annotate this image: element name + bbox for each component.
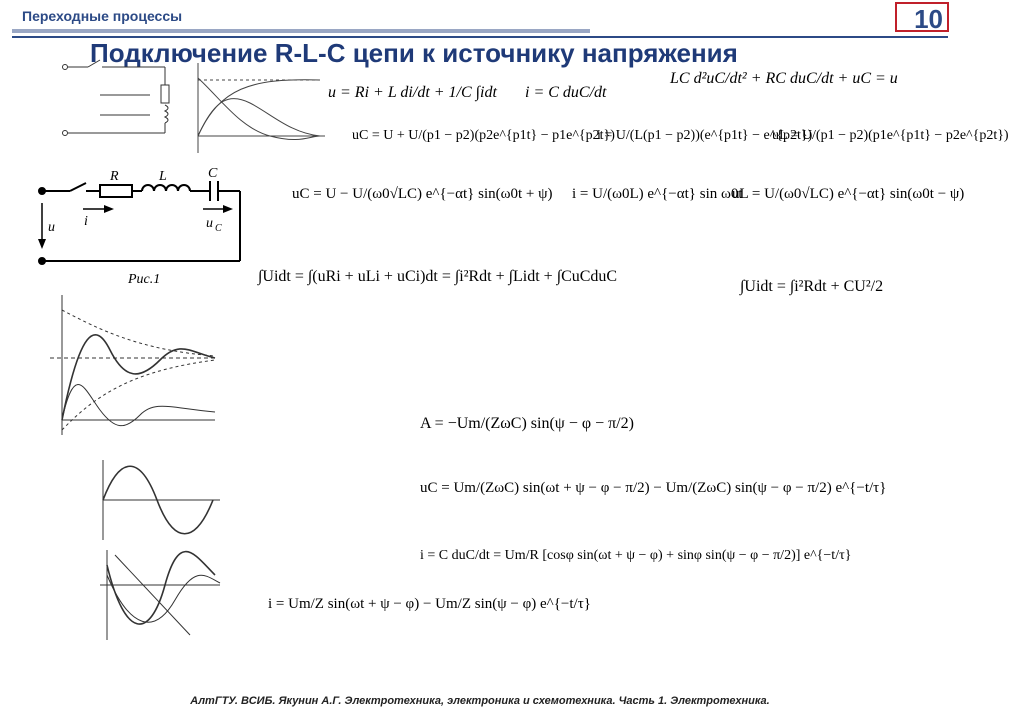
- footer: АлтГТУ. ВСИБ. Якунин А.Г. Электротехника, электроника и схемотехника. Часть 1. Электротехника.: [190, 695, 770, 707]
- equation-i-rl-sinusoidal: i = Um/Z sin(ωt + ψ − φ) − Um/Z sin(ψ − φ) e^{−t/τ}: [268, 596, 591, 612]
- damped-oscillation-plot: [40, 290, 220, 440]
- equation-uc-oscillatory: uC = U − U/(ω0√LC) e^{−αt} sin(ω0t + ψ): [292, 186, 553, 202]
- small-circuit-diagram: [40, 55, 190, 155]
- equation-i-oscillatory: i = U/(ω0L) e^{−αt} sin ω0t: [572, 186, 743, 202]
- small-transient-plot: [180, 58, 325, 158]
- equation-energy-balance: ∫Uidt = ∫(uRi + uLi + uCi)dt = ∫i²Rdt + ∫Lidt + ∫CuCduC: [258, 268, 618, 285]
- equation-uc-aperiodic: uC = U + U/(p1 − p2)(p2e^{p1t} − p1e^{p2t}): [352, 128, 615, 143]
- label-uC-sub: C: [215, 223, 222, 234]
- label-u: u: [48, 220, 55, 235]
- figure-caption: Рис.1: [128, 272, 161, 287]
- equation-energy-total: ∫Uidt = ∫i²Rdt + CU²/2: [740, 278, 884, 295]
- equation-uc-sinusoidal: uC = Um/(ZωC) sin(ωt + ψ − φ − π/2) − Um/(ZωC) sin(ψ − φ − π/2) e^{−t/τ}: [420, 480, 887, 496]
- label-uC: u: [206, 216, 213, 231]
- section-header: Переходные процессы: [22, 8, 183, 24]
- sinusoid-plot-1: [95, 455, 225, 545]
- rlc-circuit-figure: [28, 163, 258, 291]
- equation-i-aperiodic: i = U/(L(p1 − p2))(e^{p1t} − e^{p2t}): [597, 128, 813, 143]
- header-rule: [12, 29, 590, 33]
- slide-number: 10: [895, 2, 949, 32]
- equation-ul-oscillatory: uL = U/(ω0√LC) e^{−αt} sin(ω0t − ψ): [732, 186, 965, 202]
- equation-differential: LC d²uC/dt² + RC duC/dt + uC = u: [670, 70, 898, 87]
- label-L: L: [159, 169, 167, 184]
- equation-current: i = C duC/dt: [525, 84, 607, 101]
- sinusoid-plot-2: [95, 545, 225, 645]
- equation-i-sinusoidal: i = C duC/dt = Um/R [cosφ sin(ωt + ψ − φ) + sinφ sin(ψ − φ − π/2)] e^{−t/τ}: [420, 548, 852, 563]
- label-C: C: [208, 166, 218, 181]
- equation-kvl: u = Ri + L di/dt + 1/C ∫idt: [328, 84, 497, 101]
- equation-constant-A: A = −Um/(ZωC) sin(ψ − φ − π/2): [420, 415, 634, 432]
- equation-ul-aperiodic: uL = U/(p1 − p2)(p1e^{p1t} − p2e^{p2t}): [772, 128, 1009, 143]
- label-i: i: [84, 214, 88, 229]
- slide-title: Подключение R-L-C цепи к источнику напряжения: [90, 38, 738, 68]
- label-R: R: [110, 169, 119, 184]
